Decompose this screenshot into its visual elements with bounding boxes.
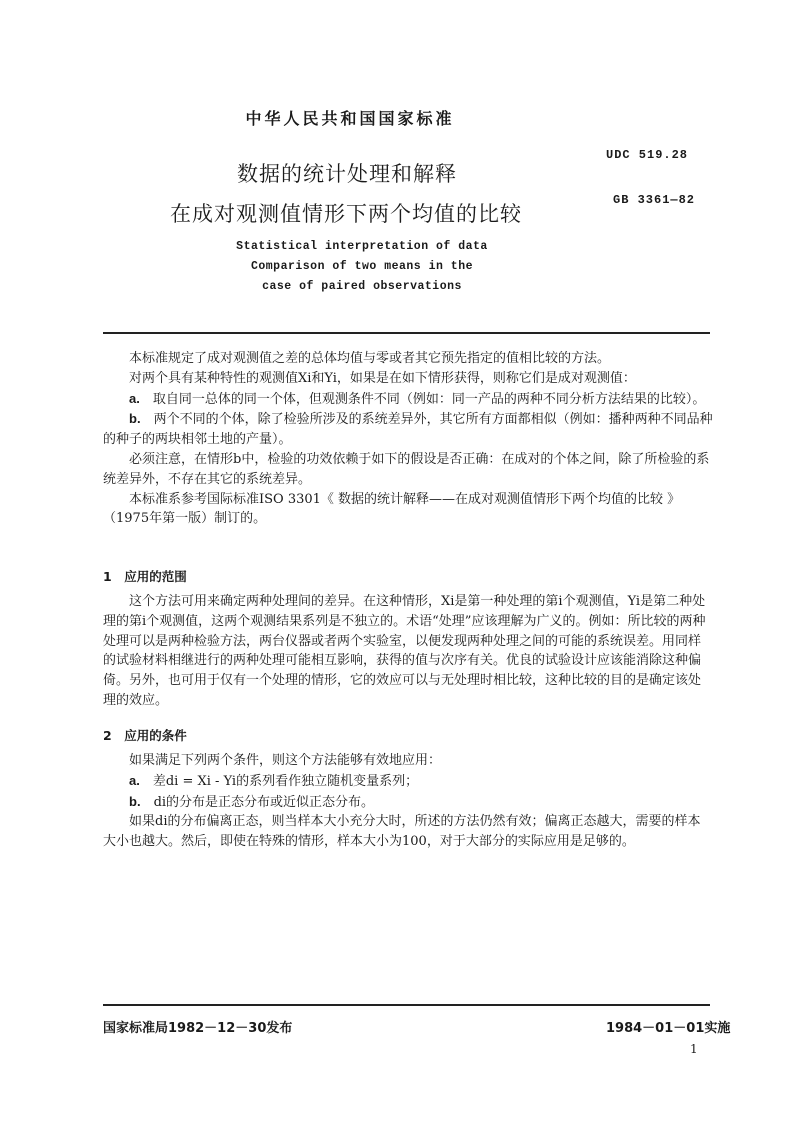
english-title-line1: Statistical interpretation of data [236,240,488,253]
section-2-item-a [103,771,713,792]
item-text: 两个不同的个体，除了检验所涉及的系统差异外，其它所有方面都相似（例如：播种两种不同品种的种子的两块相邻土地的产量）。 [103,412,713,448]
intro-paragraph-2: 对两个具有某种特性的观测值Xi和Yi，如果是在如下情形获得，则称它们是成对观测值： [129,370,636,386]
item-label: b. [129,793,141,809]
item-label: b. [129,411,141,427]
udc-code: UDC 519.28 [606,148,689,162]
standard-title-line2: 在成对观测值情形下两个均值的比较 [170,202,522,226]
gb-number: GB 3361—82 [613,193,696,207]
section-2-paragraph-1: 如果满足下列两个条件，则这个方法能够有效地应用： [129,753,442,768]
standard-title-line1: 数据的统计处理和解释 [237,162,457,186]
item-label: a. [129,772,140,788]
item-text: 差di = Xi - Yi的系列看作独立随机变量系列； [152,773,419,789]
intro-paragraph-1: 本标准规定了成对观测值之差的总体均值与零或者其它预先指定的值相比较的方法。 [129,351,611,366]
section-2-paragraph-2: 如果di的分布偏离正态，则当样本大小充分大时，所述的方法仍然有效；偏离正态越大，需要的样本大小也越大。然后，即使在特殊的情形，样本大小为100，对于大部分的实际应用是足够的。 [103,814,701,850]
issuing-authority: 中华人民共和国国家标准 [245,109,455,128]
footer-divider [103,1004,710,1006]
english-title-line2: Comparison of two means in the [250,260,474,273]
item-text: 取自同一总体的同一个体，但观测条件不同（例如：同一产品的两种不同分析方法结果的比较）。 [152,391,706,407]
item-label: a. [129,390,140,406]
english-title-line3: case of paired observations [262,280,462,293]
intro-paragraph-3: 必须注意，在情形b中，检验的功效依赖于如下的假设是否正确：在成对的个体之间，除了所检验的系统差异外，不存在其它的系统差异。 [103,451,710,487]
section-1-body [103,592,713,711]
item-text: di的分布是正态分布或近似正态分布。 [153,794,375,810]
intro-item-b [103,409,713,450]
header-divider [103,332,710,334]
effective-date: 1984－01－01实施 [606,1021,731,1036]
section-1-paragraph: 这个方法可用来确定两种处理间的差异。在这种情形，Xi是第一种处理的第i个观测值，Yi是第二种处理的第i个观测值，这两个观测结果系列是不独立的。术语“处理”应该理解为广义的。例如：所比较的两种处理可以是两种检验方法，两台仪器或者两个实验室，以便发现两种处理之间的可能的系统误差。用同样的试验材料相继进行的两种处理可能相互影响，获得的值与次序有关。优良的试验设计应该能消除这种偏倚。另外，也可用于仅有一个处理的情形，它的效应可以与无处理时相比较，这种比较的目的是确定该处理的效应。 [103,594,706,708]
intro-block [103,349,713,529]
section-1-heading: 1 应用的范围 [103,569,187,584]
section-2-heading: 2 应用的条件 [103,728,187,743]
intro-item-a [103,389,713,410]
page-number: 1 [690,1042,698,1056]
issue-date: 国家标准局1982－12－30发布 [103,1021,293,1036]
intro-paragraph-4: 本标准系参考国际标准ISO 3301《 数据的统计解释——在成对观测值情形下两个均值的比较 》（1975年第一版）制订的。 [103,491,681,527]
section-2-body [103,751,713,852]
section-2-item-b [103,792,713,813]
